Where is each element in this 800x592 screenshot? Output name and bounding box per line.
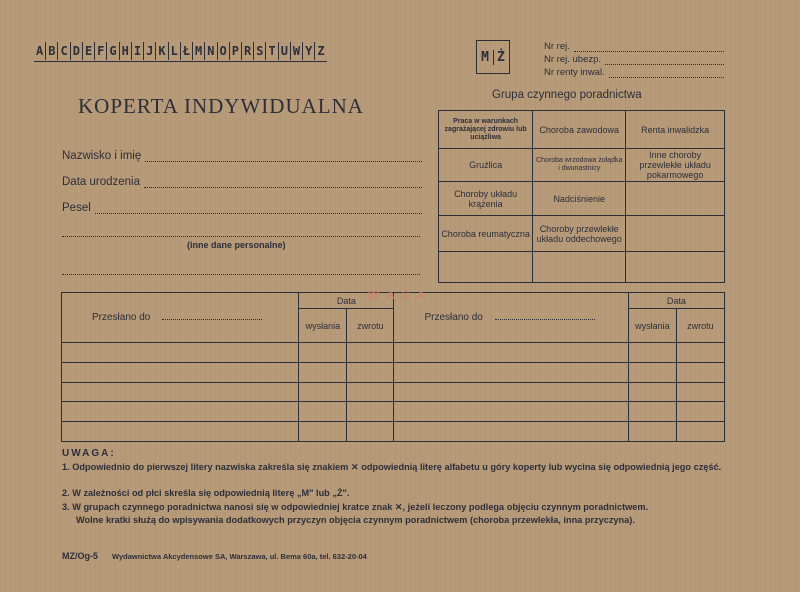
alphabet-strip — [34, 42, 327, 62]
data-header-right: Data — [628, 293, 724, 309]
gender-z[interactable]: Ż — [493, 50, 505, 65]
przeslano-header-right — [394, 293, 628, 343]
cell-empty-2[interactable] — [626, 216, 725, 252]
name-label: Nazwisko i imię — [62, 150, 142, 162]
alphabet-letter[interactable]: D — [70, 42, 82, 60]
wyslania-header-right: wysłania — [628, 309, 676, 343]
alphabet-letter[interactable]: K — [155, 42, 167, 60]
nr-renty-label: Nr renty inwal. — [544, 67, 605, 78]
alphabet-letter[interactable]: I — [131, 42, 143, 60]
alphabet-letter[interactable]: N — [204, 42, 216, 60]
cell-reumatyczna[interactable]: Choroba reumatyczna — [439, 216, 533, 252]
page-title: KOPERTA INDYWIDUALNA — [78, 94, 364, 118]
cell-empty-5[interactable] — [626, 252, 725, 283]
alphabet-letter[interactable]: B — [45, 42, 57, 60]
alphabet-letter[interactable]: S — [253, 42, 265, 60]
alphabet-letter[interactable]: O — [217, 42, 229, 60]
alphabet-letter[interactable]: H — [119, 42, 131, 60]
table-row[interactable] — [62, 382, 725, 402]
other-data-line-2[interactable] — [62, 274, 420, 275]
table-row[interactable] — [62, 402, 725, 422]
nr-rej-ubezp-field[interactable] — [544, 54, 724, 65]
alphabet-letter[interactable]: W — [290, 42, 302, 60]
gender-box[interactable] — [476, 40, 510, 74]
alphabet-letter[interactable]: E — [82, 42, 94, 60]
cell-uklad-oddechowy[interactable]: Choroby przewlekłe układu oddechowego — [533, 216, 626, 252]
alphabet-letter[interactable]: M — [192, 42, 204, 60]
table-row[interactable] — [62, 362, 725, 382]
sent-table — [61, 292, 725, 442]
uwaga-title: UWAGA: — [62, 448, 116, 459]
alphabet-letter[interactable]: R — [241, 42, 253, 60]
cell-choroba-zawodowa[interactable]: Choroba zawodowa — [533, 111, 626, 149]
alphabet-letter[interactable]: P — [229, 42, 241, 60]
przeslano-header-left — [62, 293, 299, 343]
other-data-label: (inne dane personalne) — [187, 240, 286, 250]
cell-praca[interactable]: Praca w warunkach zagrażającej zdrowiu lub uciążliwa — [439, 111, 533, 149]
birth-label: Data urodzenia — [62, 176, 140, 188]
alphabet-letter[interactable]: Y — [302, 42, 314, 60]
table-row[interactable] — [62, 422, 725, 442]
zwrotu-header-left: zwrotu — [347, 309, 394, 343]
cell-nadcisnienie[interactable]: Nadciśnienie — [533, 182, 626, 216]
watermark: W A S A — [368, 288, 428, 302]
note-2: 2. W zależności od płci skreśla się odpowiednią literę „M" lub „Ż". — [62, 488, 350, 498]
pesel-label: Pesel — [62, 202, 91, 214]
name-field[interactable] — [62, 150, 422, 162]
cell-choroba-wrzodowa[interactable]: Choroba wrzodowa żołądka i dwunastnicy — [533, 149, 626, 182]
alphabet-letter[interactable]: T — [265, 42, 277, 60]
note-1: 1. Odpowiednio do pierwszej litery nazwiska zakreśla się znakiem ✕ odpowiednią literę alfabetu u góry koperty lub wycina się odpowiednią jego część. — [62, 462, 722, 472]
cell-renta-inwalidzka[interactable]: Renta inwalidzka — [626, 111, 725, 149]
birth-field[interactable] — [62, 176, 422, 188]
data-header-left: Data — [299, 293, 394, 309]
nr-rej-ubezp-label: Nr rej. ubezp. — [544, 54, 602, 65]
pesel-field[interactable] — [62, 202, 422, 214]
publisher: Wydawnictwa Akcydensowe SA, Warszawa, ul. Bema 60a, tel. 632-20-04 — [112, 552, 367, 561]
form-code: MZ/Og-5 — [62, 551, 98, 561]
cell-gruzlica[interactable]: Gruźlica — [439, 149, 533, 182]
alphabet-letter[interactable]: Z — [314, 42, 326, 60]
wyslania-header-left: wysłania — [299, 309, 347, 343]
gender-m[interactable]: M — [481, 49, 489, 65]
alphabet-letter[interactable]: A — [36, 44, 44, 58]
alphabet-letter[interactable]: G — [106, 42, 118, 60]
alphabet-letter[interactable]: Ł — [180, 42, 192, 60]
alphabet-letter[interactable]: L — [168, 42, 180, 60]
table-row[interactable] — [62, 343, 725, 363]
cell-empty-4[interactable] — [533, 252, 626, 283]
przeslano-label-left: Przesłano do — [92, 312, 151, 323]
cell-inne-choroby[interactable]: Inne choroby przewlekłe układu pokarmowego — [626, 149, 725, 182]
alphabet-letter[interactable]: F — [94, 42, 106, 60]
note-3a: 3. W grupach czynnego poradnictwa nanosi się w odpowiedniej kratce znak ✕, jeżeli leczony podlega objęciu czynnym poradnictwem. — [62, 502, 649, 512]
cell-empty-1[interactable] — [626, 182, 725, 216]
alphabet-letter[interactable]: J — [143, 42, 155, 60]
other-data-line[interactable] — [62, 236, 420, 237]
nr-renty-field[interactable] — [544, 67, 724, 78]
alphabet-letter[interactable]: U — [278, 42, 290, 60]
przeslano-label-right: Przesłano do — [424, 312, 483, 323]
nr-rej-field[interactable] — [544, 41, 724, 52]
nr-rej-label: Nr rej. — [544, 41, 570, 52]
footer — [62, 551, 367, 561]
note-3b: Wolne kratki służą do wpisywania dodatkowych przyczyn objęcia czynnym poradnictwem (choroba przewlekła, inna przyczyna). — [76, 515, 635, 525]
grupa-table — [438, 110, 725, 283]
grupa-title: Grupa czynnego poradnictwa — [492, 89, 642, 101]
cell-empty-3[interactable] — [439, 252, 533, 283]
alphabet-letter[interactable]: C — [57, 42, 69, 60]
cell-uklad-krazenia[interactable]: Choroby układu krążenia — [439, 182, 533, 216]
zwrotu-header-right: zwrotu — [676, 309, 724, 343]
